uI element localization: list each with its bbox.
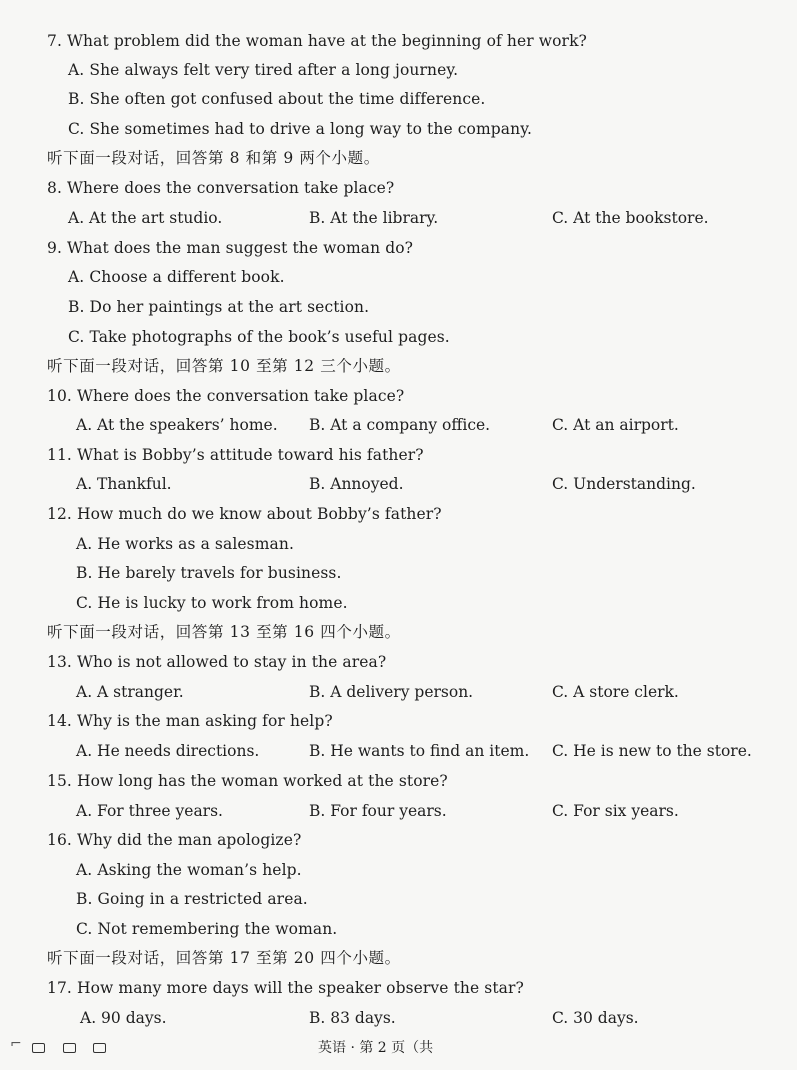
question-11-option-c: C. Understanding. bbox=[552, 475, 696, 493]
question-11-stem: 11. What is Bobby’s attitude toward his father? bbox=[47, 446, 424, 464]
question-16-option-c: C. Not remembering the woman. bbox=[76, 920, 338, 938]
question-11-option-b: B. Annoyed. bbox=[309, 475, 404, 493]
section-heading-10-12: 听下面一段对话，回答第 10 至第 12 三个小题。 bbox=[47, 357, 401, 375]
question-17-option-b: B. 83 days. bbox=[309, 1009, 396, 1027]
question-12-option-b: B. He barely travels for business. bbox=[76, 564, 342, 582]
question-8-stem: 8. Where does the conversation take place? bbox=[47, 179, 395, 197]
question-16-stem: 16. Why did the man apologize? bbox=[47, 831, 302, 849]
question-13-stem: 13. Who is not allowed to stay in the area? bbox=[47, 653, 387, 671]
question-7-option-c: C. She sometimes had to drive a long way to the company. bbox=[68, 120, 533, 138]
question-8-option-c: C. At the bookstore. bbox=[552, 209, 709, 227]
corner-bracket-icon: ⌐ bbox=[10, 1036, 22, 1052]
question-8-option-a: A. At the art studio. bbox=[68, 209, 223, 227]
question-12-option-c: C. He is lucky to work from home. bbox=[76, 594, 348, 612]
section-heading-8-9: 听下面一段对话，回答第 8 和第 9 两个小题。 bbox=[47, 149, 380, 167]
question-13-option-a: A. A stranger. bbox=[76, 683, 184, 701]
question-10-option-c: C. At an airport. bbox=[552, 416, 679, 434]
section-heading-13-16: 听下面一段对话，回答第 13 至第 16 四个小题。 bbox=[47, 623, 401, 641]
question-15-option-a: A. For three years. bbox=[76, 802, 223, 820]
question-15-stem: 15. How long has the woman worked at the store? bbox=[47, 772, 448, 790]
question-14-option-b: B. He wants to find an item. bbox=[309, 742, 530, 760]
question-16-option-b: B. Going in a restricted area. bbox=[76, 890, 308, 908]
section-heading-17-20: 听下面一段对话，回答第 17 至第 20 四个小题。 bbox=[47, 949, 401, 967]
page-footer bbox=[0, 1035, 797, 1061]
question-14-option-a: A. He needs directions. bbox=[76, 742, 260, 760]
question-17-stem: 17. How many more days will the speaker observe the star? bbox=[47, 979, 524, 997]
question-7-stem: 7. What problem did the woman have at the beginning of her work? bbox=[47, 32, 587, 50]
question-15-options bbox=[0, 798, 797, 824]
question-9-stem: 9. What does the man suggest the woman do? bbox=[47, 239, 414, 257]
page-number-label: 英语 · 第 2 页（共 bbox=[318, 1040, 434, 1056]
question-15-option-b: B. For four years. bbox=[309, 802, 447, 820]
question-14-stem: 14. Why is the man asking for help? bbox=[47, 712, 333, 730]
question-14-option-c: C. He is new to the store. bbox=[552, 742, 752, 760]
question-10-options bbox=[0, 412, 797, 438]
question-12-option-a: A. He works as a salesman. bbox=[76, 535, 294, 553]
question-13-option-c: C. A store clerk. bbox=[552, 683, 679, 701]
question-14-options bbox=[0, 738, 797, 764]
question-13-option-b: B. A delivery person. bbox=[309, 683, 474, 701]
question-10-option-b: B. At a company office. bbox=[309, 416, 491, 434]
question-11-option-a: A. Thankful. bbox=[76, 475, 172, 493]
question-12-stem: 12. How much do we know about Bobby’s father? bbox=[47, 505, 442, 523]
question-9-option-a: A. Choose a different book. bbox=[68, 268, 285, 286]
question-9-option-b: B. Do her paintings at the art section. bbox=[68, 298, 370, 316]
question-10-stem: 10. Where does the conversation take place? bbox=[47, 387, 405, 405]
question-7-option-b: B. She often got confused about the time difference. bbox=[68, 90, 486, 108]
question-16-option-a: A. Asking the woman’s help. bbox=[76, 861, 302, 879]
question-8-option-b: B. At the library. bbox=[309, 209, 439, 227]
question-17-option-c: C. 30 days. bbox=[552, 1009, 639, 1027]
question-15-option-c: C. For six years. bbox=[552, 802, 679, 820]
question-17-option-a: A. 90 days. bbox=[80, 1009, 167, 1027]
question-9-option-c: C. Take photographs of the book’s useful pages. bbox=[68, 328, 450, 346]
question-17-options bbox=[0, 1005, 797, 1031]
question-7-option-a: A. She always felt very tired after a long journey. bbox=[68, 61, 459, 79]
question-10-option-a: A. At the speakers’ home. bbox=[76, 416, 278, 434]
question-8-options bbox=[0, 205, 797, 231]
question-13-options bbox=[0, 679, 797, 705]
question-11-options bbox=[0, 471, 797, 497]
